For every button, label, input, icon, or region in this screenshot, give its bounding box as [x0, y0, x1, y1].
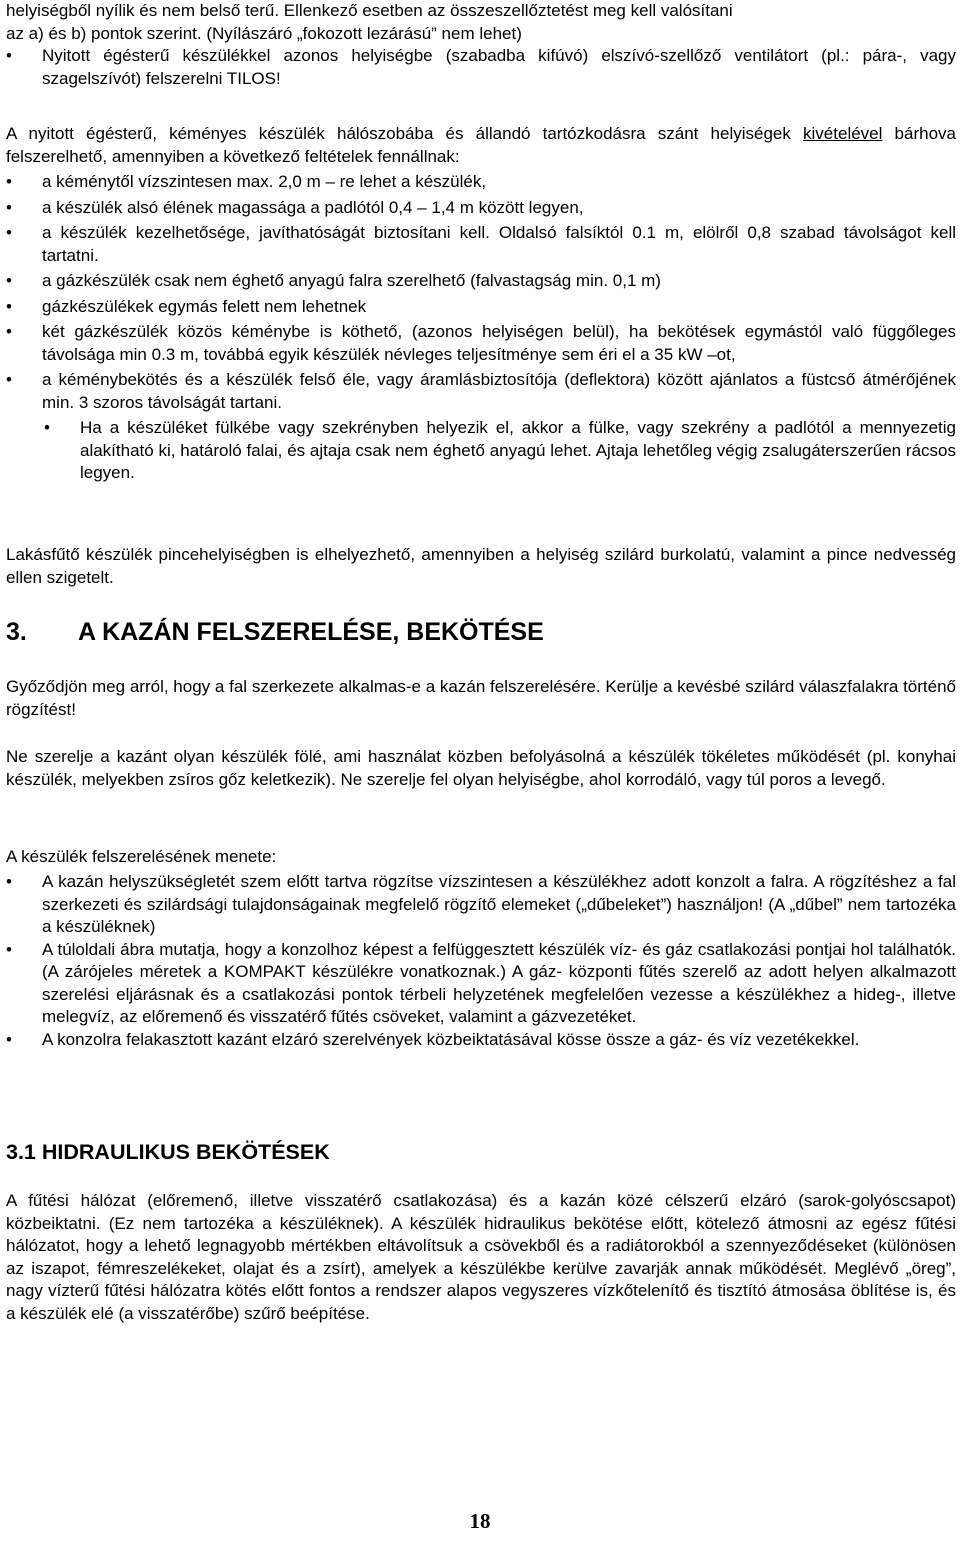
- list-item: • A konzolra felakasztott kazánt elzáró szerelvények közbeiktatásával kösse össze a gáz- és víz vezetékekkel.: [6, 1029, 956, 1052]
- intro-block: [6, 0, 956, 90]
- intro-line-1: helyiségből nyílik és nem belső terű. Ellenkező esetben az összeszellőztetést meg kell valósítani: [6, 1, 733, 20]
- section-3-1-heading: 3.1 HIDRAULIKUS BEKÖTÉSEK: [6, 1140, 330, 1164]
- list-item: • a készülék alsó élének magassága a padlótól 0,4 – 1,4 m között legyen,: [6, 197, 956, 220]
- list-item: • A túloldali ábra mutatja, hogy a konzolhoz képest a felfüggesztett készülék víz- és gáz csatlakozási pontjai hol találhatók. (A zárójeles méretek a KOMPAKT készülékre vonatkoznak.) A gáz- központi fűtés szerelő az adott helyen alkalmazott szerelési eljárásnak és a csatlakozási pontok térbeli helyzetének megfelelően vezesse a készülékhez a hideg-, illetve melegvíz, az előremenő és visszatérő fűtés csöveket, valamint a gázvezetéket.: [6, 939, 956, 1029]
- list-item: • két gázkészülék közös kéménybe is köthető, (azonos helyiségen belül), ha bekötések egymástól való függőleges távolsága min 0.3 m, továbbá egyik készülék névleges teljesítménye sem éri el a 35 kW –ot,: [6, 321, 956, 366]
- intro-line-2: az a) és b) pontok szerint. (Nyílászáró „fokozott lezárású” nem lehet): [6, 23, 522, 43]
- install-steps-list: [6, 871, 956, 1051]
- list-item: • a kéménytől vízszintesen max. 2,0 m – re lehet a készülék,: [6, 171, 956, 194]
- paragraph-hydraulic: A fűtési hálózat (előremenő, illetve visszatérő csatlakozása) és a kazán közé célszerű elzáró (sarok-golyóscsapot) közbeiktatni. (Ez nem tartozéka a készüléknek). A készülék hidraulikus bekötése előtt, kötelező átmosni az egész fűtési hálózatot, hogy a lehető legnagyobb mértékben eltávolítsuk a csövekből és a radiátorokból a szennyeződéseket (különösen az iszapot, fémreszelékeket, olajat és a zsírt), amelyek a készülékbe kerülve zavarják annak működését. Meglévő „öreg”, nagy vízterű fűtési hálózatra kötés előtt fontos a rendszer alapos vegyszeres vízkőtelenítő és tisztító átmosása öblítése is, és a készülék elé (a visszatérőbe) szűrő beépítése.: [6, 1191, 956, 1323]
- paragraph-wall: Győződjön meg arról, hogy a fal szerkezete alkalmas-e a kazán felszerelésére. Kerülje a kevésbé szilárd válaszfalakra történő rögzítést!: [6, 677, 956, 719]
- sub-bullet: • Ha a készüléket fülkébe vagy szekrényben helyezik el, akkor a fülke, vagy szekrény a padlótól a mennyezetig alakítható ki, határoló falai, és ajtaja csak nem éghető anyagú lehet. Ajtaja lehetőleg végig zsalugáterszerűen rácsos legyen.: [6, 417, 956, 485]
- section-3-heading: [6, 618, 544, 647]
- list-item: • a kéménybekötés és a készülék felső éle, vagy áramlásbiztosítója (deflektora) között ajánlatos a füstcső átmérőjének min. 3 szoros távolságát tartani.: [6, 369, 956, 414]
- list-item: • gázkészülékek egymás felett nem lehetnek: [6, 296, 956, 319]
- intro-bullet: • Nyitott égésterű készülékkel azonos helyiségbe (szabadba kifúvó) elszívó-szellőző ventilátort (pl.: pára-, vagy szagelszívót) felszerelni TILOS!: [6, 45, 956, 90]
- conditions-list: [6, 171, 956, 485]
- section-number: 3.: [6, 618, 27, 646]
- paragraph-open-flue: [6, 123, 956, 168]
- list-item: • a készülék kezelhetősége, javíthatóságát biztosítani kell. Oldalsó falsíktól 0.1 m, elölről 0,8 szabad távolságot kell tartatni.: [6, 222, 956, 267]
- paragraph-above: Ne szerelje a kazánt olyan készülék fölé, ami használat közben befolyásolná a készülék tökéletes működését (pl. konyhai készülék, melyekben zsíros gőz keletkezik). Ne szerelje fel olyan helyiségbe, ahol korrodáló, vagy túl poros a levegő.: [6, 747, 956, 789]
- underlined-word: kivételével: [803, 124, 883, 143]
- section-title: A KAZÁN FELSZERELÉSE, BEKÖTÉSE: [78, 618, 544, 646]
- paragraph-open-flue-rest: bárhova felszerelhető, amennyiben a következő feltételek fennállnak:: [6, 124, 956, 166]
- list-item: • a gázkészülék csak nem éghető anyagú falra szerelhető (falvastagság min. 0,1 m): [6, 270, 956, 293]
- list-item: • A kazán helyszükségletét szem előtt tartva rögzítse vízszintesen a készülékhez adott konzolt a falra. A rögzítéshez a fal szerkezeti és szilárdsági tulajdonságainak megfelelő rögzítő elemeket („dűbeleket”) használjon! (A „dűbel” nem tartozéka a készüléknek): [6, 871, 956, 939]
- paragraph-cellar: Lakásfűtő készülék pincehelyiségben is elhelyezhető, amennyiben a helyiség szilárd burkolatú, valamint a pince nedvesség ellen szigetelt.: [6, 545, 956, 587]
- install-heading: A készülék felszerelésének menete:: [6, 847, 277, 866]
- paragraph-open-flue-start: A nyitott égésterű, kéményes készülék hálószobába és állandó tartózkodásra szánt helyiségek: [6, 124, 791, 143]
- page-number: 18: [469, 1509, 491, 1533]
